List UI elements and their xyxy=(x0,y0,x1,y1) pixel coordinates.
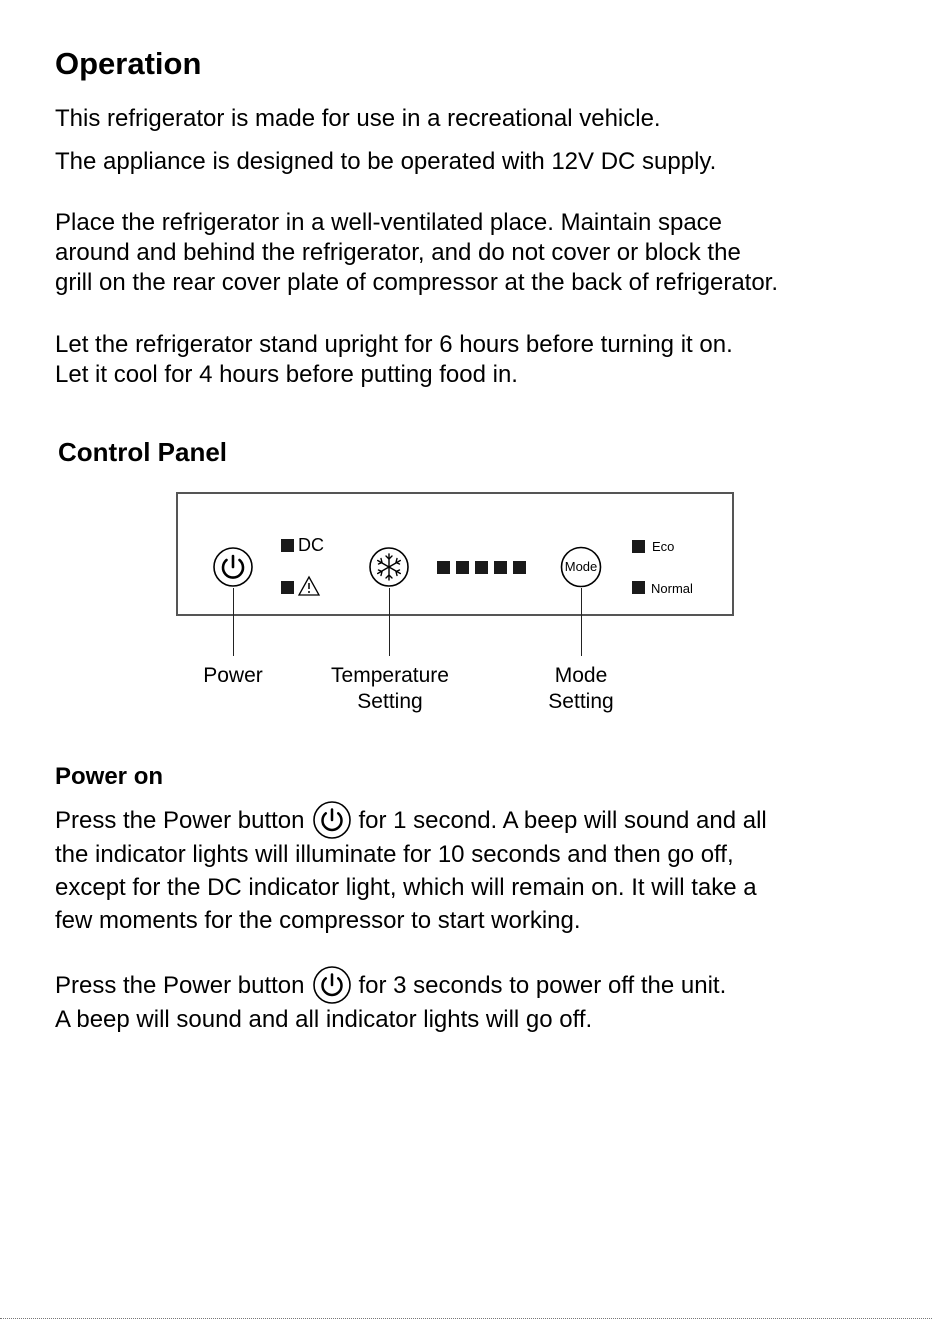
mode-leader-line xyxy=(581,588,582,656)
power-off-text-after-icon: for 3 seconds to power off the unit. xyxy=(358,972,727,999)
warning-triangle-icon xyxy=(297,575,321,597)
power-on-paragraph-1-line-4: few moments for the compressor to start working. xyxy=(55,907,581,934)
power-off-paragraph-line-1 xyxy=(55,971,726,1001)
temperature-leader-line xyxy=(389,588,390,656)
snowflake-icon xyxy=(368,546,410,588)
temperature-level-light-3 xyxy=(475,561,488,574)
mode-button-text: Mode xyxy=(564,559,598,574)
power-on-text-before-icon: Press the Power button xyxy=(55,807,305,834)
intro-line-2: The appliance is designed to be operated with 12V DC supply. xyxy=(55,148,717,175)
control-panel-diagram xyxy=(176,492,734,616)
standing-line-1: Let the refrigerator stand upright for 6 hours before turning it on. xyxy=(55,331,733,358)
normal-indicator-label: Normal xyxy=(651,581,693,596)
mode-callout-label-line-2: Setting xyxy=(548,690,614,713)
power-on-paragraph-1-line-2: the indicator lights will illuminate for 10 seconds and then go off, xyxy=(55,841,734,868)
power-leader-line xyxy=(233,588,234,656)
intro-line-1: This refrigerator is made for use in a recreational vehicle. xyxy=(55,105,661,132)
warning-indicator-light xyxy=(281,581,294,594)
power-icon xyxy=(312,965,352,1005)
power-off-text-before-icon: Press the Power button xyxy=(55,972,305,999)
temperature-level-light-1 xyxy=(437,561,450,574)
mode-callout-label-line-1: Mode xyxy=(554,664,608,687)
temperature-level-light-2 xyxy=(456,561,469,574)
temperature-level-light-5 xyxy=(513,561,526,574)
power-on-title: Power on xyxy=(55,763,164,790)
temperature-level-light-4 xyxy=(494,561,507,574)
power-on-paragraph-1-line-3: except for the DC indicator light, which will remain on. It will take a xyxy=(55,874,757,901)
page-bottom-rule xyxy=(0,1318,932,1319)
placement-line-2: around and behind the refrigerator, and do not cover or block the xyxy=(55,239,741,266)
eco-indicator-light xyxy=(632,540,645,553)
power-on-text-after-icon: for 1 second. A beep will sound and all xyxy=(358,807,767,834)
power-off-paragraph-line-2: A beep will sound and all indicator lights will go off. xyxy=(55,1006,593,1033)
power-on-paragraph-1-line-1 xyxy=(55,806,767,836)
placement-line-1: Place the refrigerator in a well-ventilated place. Maintain space xyxy=(55,209,723,236)
eco-indicator-label: Eco xyxy=(652,539,675,554)
power-callout-label: Power xyxy=(203,664,263,687)
control-panel-title: Control Panel xyxy=(58,437,228,467)
page-title: Operation xyxy=(55,46,202,81)
dc-indicator-light xyxy=(281,539,294,552)
temperature-callout-label-line-1: Temperature xyxy=(331,664,449,687)
power-icon xyxy=(312,800,352,840)
power-icon xyxy=(212,546,254,588)
normal-indicator-light xyxy=(632,581,645,594)
dc-indicator-label: DC xyxy=(298,535,324,555)
placement-line-3: grill on the rear cover plate of compressor at the back of refrigerator. xyxy=(55,269,779,296)
standing-line-2: Let it cool for 4 hours before putting food in. xyxy=(55,361,518,388)
temperature-callout-label-line-2: Setting xyxy=(357,690,423,713)
